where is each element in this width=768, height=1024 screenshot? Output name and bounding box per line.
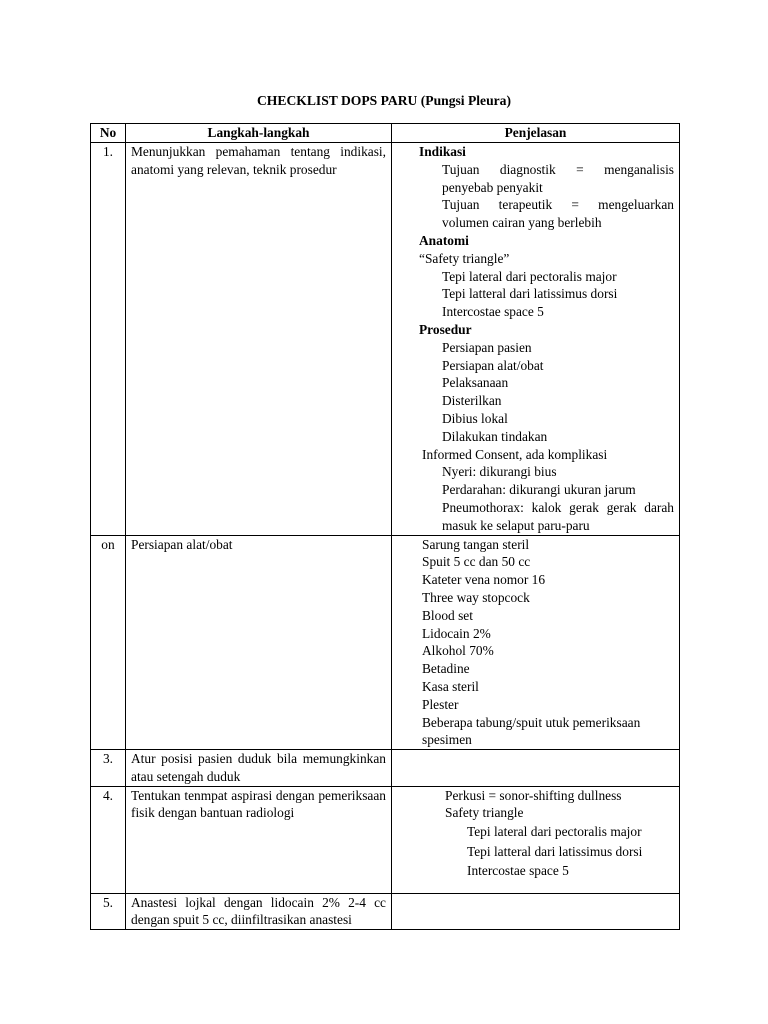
table-body	[91, 143, 680, 930]
row-number: on	[91, 535, 126, 750]
row-explanation	[392, 535, 680, 750]
header-explanation: Penjelasan	[392, 124, 680, 143]
explanation-line: Pelaksanaan	[442, 375, 509, 391]
step-text: Tentukan tenmpat aspirasi dengan pemeriksaan fisik dengan bantuan radiologi	[131, 787, 386, 821]
explanation-line: Alkohol 70%	[422, 643, 494, 659]
table-row	[91, 750, 680, 787]
explanation-line: Three way stopcock	[422, 589, 530, 605]
explanation-line: Dibius lokal	[442, 410, 508, 426]
explanation-line: Perdarahan: dikurangi ukuran jarum	[442, 482, 636, 498]
explanation-line: Nyeri: dikurangi bius	[442, 464, 557, 480]
step-text: Anastesi lojkal dengan lidocain 2% 2-4 cc dengan spuit 5 cc, diinfiltrasikan anastesi	[131, 894, 386, 928]
section-heading: Prosedur	[419, 321, 472, 337]
explanation-line: Betadine	[422, 661, 470, 677]
explanation-line: Sarung tangan steril	[422, 536, 530, 552]
explanation-line: Tujuan terapeutik = mengeluarkan volumen cairan yang berlebih	[442, 197, 674, 231]
explanation-line: Lidocain 2%	[422, 625, 491, 641]
row-explanation	[392, 750, 680, 787]
explanation-line: “Safety triangle”	[419, 250, 510, 266]
row-step	[126, 893, 392, 930]
section-heading: Anatomi	[419, 232, 469, 248]
explanation-line: Kateter vena nomor 16	[422, 572, 546, 588]
explanation-line: Tepi latteral dari latissimus dorsi	[442, 286, 618, 302]
explanation-line: Safety triangle	[445, 805, 524, 821]
table-header-row	[91, 124, 680, 143]
step-text: Menunjukkan pemahaman tentang indikasi, anatomi yang relevan, teknik prosedur	[131, 144, 386, 177]
explanation-line: Tujuan diagnostik = menganalisis penyebab penyakit	[442, 161, 674, 195]
explanation-line: Spuit 5 cc dan 50 cc	[422, 554, 531, 570]
checklist-table	[90, 123, 680, 930]
explanation-line: Dilakukan tindakan	[442, 428, 548, 444]
explanation-line: Intercostae space 5	[467, 863, 569, 879]
table-row	[91, 143, 680, 536]
table-row	[91, 893, 680, 930]
row-explanation	[392, 893, 680, 930]
explanation-line: Disterilkan	[442, 393, 502, 409]
explanation-line: Pneumothorax: kalok gerak gerak darah masuk ke selaput paru-paru	[442, 499, 674, 533]
explanation-line: Blood set	[422, 607, 473, 623]
explanation-line: Tepi lateral dari pectoralis major	[442, 268, 617, 284]
header-no: No	[91, 124, 126, 143]
row-step	[126, 750, 392, 787]
explanation-line: Beberapa tabung/spuit utuk pemeriksaan spesimen	[422, 714, 641, 748]
explanation-line: Tepi lateral dari pectoralis major	[467, 824, 642, 840]
table-row	[91, 786, 680, 893]
header-steps: Langkah-langkah	[126, 124, 392, 143]
explanation-line: Kasa steril	[422, 678, 479, 694]
step-text: Persiapan alat/obat	[131, 536, 233, 552]
explanation-line: Perkusi = sonor-shifting dullness	[445, 787, 622, 803]
section-heading: Indikasi	[419, 144, 466, 159]
row-step	[126, 786, 392, 893]
row-step	[126, 143, 392, 536]
row-number: 1.	[91, 143, 126, 536]
row-number: 3.	[91, 750, 126, 787]
explanation-line: Tepi latteral dari latissimus dorsi	[467, 843, 643, 859]
explanation-line: Informed Consent, ada komplikasi	[422, 446, 608, 462]
explanation-line: Persiapan pasien	[442, 339, 532, 355]
explanation-line: Intercostae space 5	[442, 304, 544, 320]
row-number: 4.	[91, 786, 126, 893]
document-title: CHECKLIST DOPS PARU (Pungsi Pleura)	[256, 93, 512, 108]
row-step	[126, 535, 392, 750]
explanation-line: Plester	[422, 696, 459, 712]
row-explanation	[392, 786, 680, 893]
table-row	[91, 535, 680, 750]
row-number: 5.	[91, 893, 126, 930]
explanation-line: Persiapan alat/obat	[442, 357, 544, 373]
row-explanation	[392, 143, 680, 536]
step-text: Atur posisi pasien duduk bila memungkinkan atau setengah duduk	[131, 751, 386, 784]
